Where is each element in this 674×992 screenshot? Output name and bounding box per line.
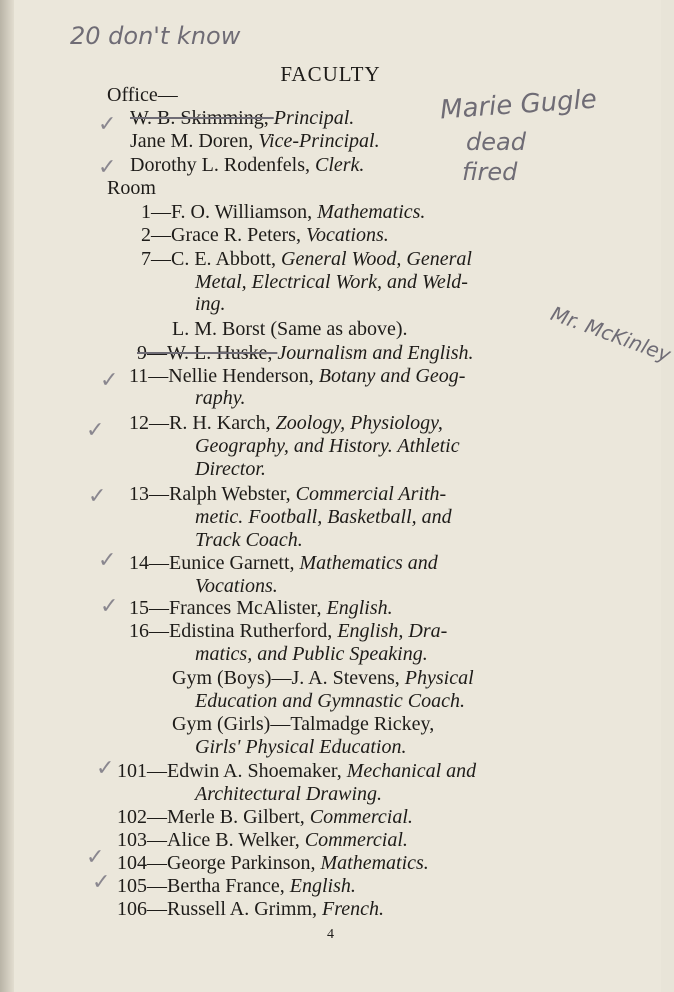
faculty-subject: Commercial.: [304, 829, 408, 851]
faculty-line: [195, 529, 303, 551]
check-mark-icon: ✓: [100, 368, 119, 393]
faculty-line: [141, 248, 472, 270]
faculty-subject: Mathematics.: [320, 852, 429, 874]
page-number: 4: [327, 927, 334, 942]
faculty-line: [141, 224, 389, 246]
faculty-subject: General Wood, General: [281, 248, 472, 270]
check-mark-icon: ✓: [98, 112, 117, 137]
faculty-line: [117, 898, 384, 920]
faculty-subject: Botany and Geog-: [318, 365, 466, 387]
faculty-subject: Vocations.: [195, 575, 278, 597]
faculty-line: [117, 760, 476, 782]
faculty-line: [172, 713, 434, 735]
faculty-subject: Zoology, Physiology,: [275, 412, 443, 434]
faculty-line: [129, 483, 446, 505]
faculty-line: [117, 829, 408, 851]
faculty-name: 9—W. L. Huske,: [137, 342, 278, 364]
faculty-subject: ing.: [195, 293, 226, 315]
faculty-subject: Track Coach.: [195, 529, 303, 551]
faculty-line: [107, 84, 178, 106]
faculty-subject: English, Dra-: [337, 620, 448, 642]
faculty-line: [129, 597, 393, 619]
check-mark-icon: ✓: [98, 548, 117, 573]
faculty-name: 12—R. H. Karch,: [129, 412, 276, 434]
faculty-name: 11—Nellie Henderson,: [129, 365, 319, 387]
faculty-line: [195, 736, 406, 758]
handwritten-margin-note-4: Mr. McKinley: [547, 301, 674, 367]
handwritten-margin-note-3: fired: [462, 158, 518, 186]
faculty-subject: Physical: [404, 667, 474, 689]
page-title: FACULTY: [280, 62, 381, 86]
faculty-line: [195, 690, 465, 712]
faculty-line: [117, 875, 356, 897]
faculty-line: [130, 107, 354, 129]
faculty-name: 102—Merle B. Gilbert,: [117, 806, 310, 828]
faculty-line: [195, 783, 382, 805]
faculty-line: [130, 130, 380, 152]
faculty-subject: Mathematics.: [317, 201, 426, 223]
check-mark-icon: ✓: [100, 594, 119, 619]
faculty-subject: English.: [326, 597, 393, 619]
faculty-name: 15—Frances McAlister,: [129, 597, 327, 619]
page-gutter-shadow: [0, 0, 14, 992]
faculty-subject: Mechanical and: [346, 760, 477, 782]
check-mark-icon: ✓: [86, 418, 105, 443]
faculty-line: [172, 318, 408, 340]
faculty-subject: Commercial.: [309, 806, 413, 828]
faculty-line: [172, 667, 474, 689]
faculty-subject: matics, and Public Speaking.: [195, 643, 428, 665]
faculty-line: [195, 293, 226, 315]
faculty-name: 104—George Parkinson,: [117, 852, 321, 874]
faculty-subject: Geography, and History. Athletic: [195, 435, 460, 457]
faculty-line: [195, 506, 452, 528]
faculty-line: [195, 435, 460, 457]
faculty-name: 101—Edwin A. Shoemaker,: [117, 760, 347, 782]
faculty-subject: Vice-Principal.: [258, 130, 380, 152]
faculty-name: 1—F. O. Williamson,: [141, 201, 318, 223]
faculty-name: 103—Alice B. Welker,: [117, 829, 305, 851]
faculty-subject: raphy.: [195, 387, 246, 409]
faculty-name: 13—Ralph Webster,: [129, 483, 296, 505]
faculty-line: [129, 365, 465, 387]
handwritten-top-note: 20 don't know: [70, 22, 241, 50]
faculty-name: 14—Eunice Garnett,: [129, 552, 300, 574]
faculty-subject: English.: [289, 875, 356, 897]
faculty-name: Gym (Girls)—Talmadge Rickey,: [172, 713, 435, 735]
faculty-line: [195, 643, 428, 665]
faculty-name: 105—Bertha France,: [117, 875, 290, 897]
faculty-line: [107, 177, 156, 199]
faculty-subject: Metal, Electrical Work, and Weld-: [195, 271, 468, 293]
faculty-name: 7—C. E. Abbott,: [141, 248, 282, 270]
faculty-line: [137, 342, 474, 364]
faculty-name: Room: [107, 177, 156, 199]
faculty-subject: French.: [322, 898, 385, 920]
faculty-subject: Clerk.: [314, 154, 365, 176]
faculty-subject: metic. Football, Basketball, and: [195, 506, 452, 528]
faculty-subject: Architectural Drawing.: [195, 783, 383, 805]
faculty-line: [195, 575, 278, 597]
faculty-name: Gym (Boys)—J. A. Stevens,: [172, 667, 405, 689]
faculty-line: [130, 154, 364, 176]
check-mark-icon: ✓: [92, 870, 111, 895]
faculty-line: [195, 271, 468, 293]
faculty-subject: Girls' Physical Education.: [195, 736, 407, 758]
faculty-line: [117, 852, 429, 874]
faculty-name: 106—Russell A. Grimm,: [117, 898, 323, 920]
faculty-line: [141, 201, 425, 223]
faculty-name: W. B. Skimming,: [130, 107, 274, 129]
faculty-name: Office—: [107, 84, 178, 106]
faculty-subject: Commercial Arith-: [295, 483, 447, 505]
faculty-subject: Mathematics and: [299, 552, 438, 574]
faculty-name: Jane M. Doren,: [130, 130, 259, 152]
faculty-subject: Education and Gymnastic Coach.: [195, 690, 465, 712]
faculty-line: [129, 552, 438, 574]
handwritten-margin-note-1: Marie Gugle: [439, 84, 598, 126]
check-mark-icon: ✓: [88, 484, 107, 509]
faculty-name: Dorothy L. Rodenfels,: [130, 154, 315, 176]
faculty-name: 2—Grace R. Peters,: [141, 224, 306, 246]
check-mark-icon: ✓: [98, 155, 117, 180]
faculty-line: [129, 412, 443, 434]
faculty-name: 16—Edistina Rutherford,: [129, 620, 338, 642]
faculty-line: [129, 620, 447, 642]
check-mark-icon: ✓: [96, 756, 115, 781]
check-mark-icon: ✓: [86, 845, 105, 870]
faculty-line: [195, 387, 246, 409]
faculty-name: L. M. Borst (Same as above).: [172, 318, 408, 340]
handwritten-margin-note-2: dead: [466, 128, 526, 156]
faculty-line: [117, 806, 413, 828]
faculty-subject: Journalism and English.: [277, 342, 474, 364]
faculty-subject: Principal.: [273, 107, 355, 129]
faculty-subject: Vocations.: [305, 224, 389, 246]
faculty-line: [195, 458, 266, 480]
faculty-subject: Director.: [195, 458, 266, 480]
